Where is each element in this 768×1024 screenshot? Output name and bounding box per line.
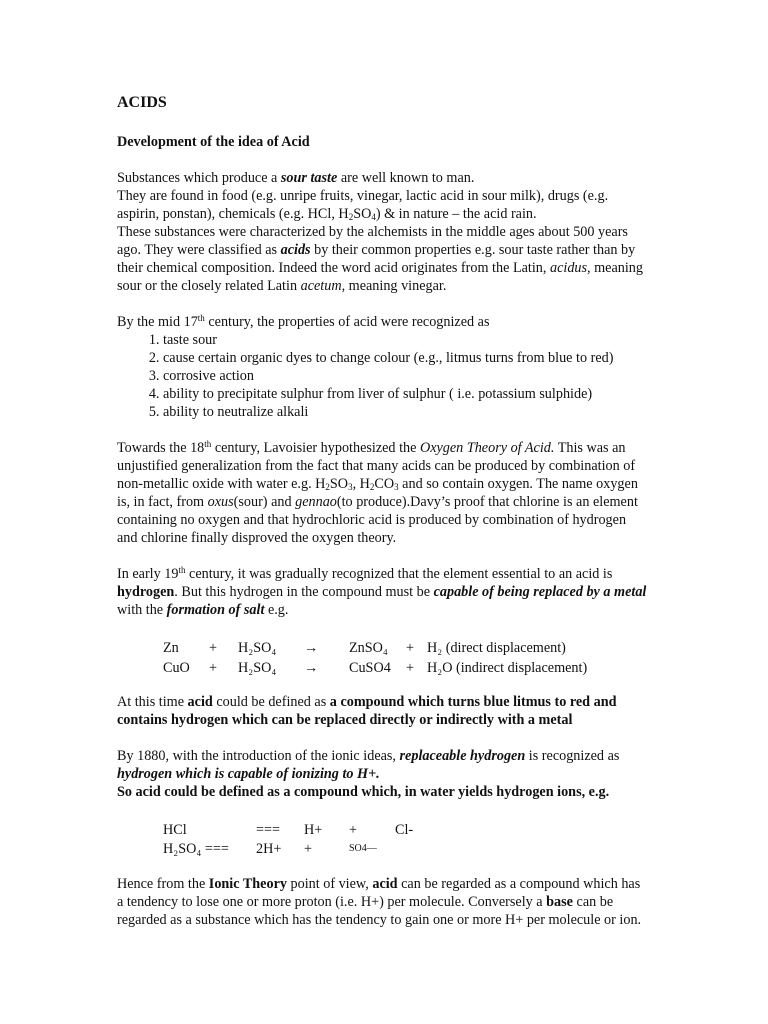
- paragraph-hydrogen: In early 19th century, it was gradually recognized that the element essential to an acid is hydrogen. But this hydrogen in the compound must be capable of being replaced by a metal with the formation of salt e.g.: [117, 565, 647, 618]
- list-item: 2. cause certain organic dyes to change colour (e.g., litmus turns from blue to red): [163, 349, 647, 367]
- paragraph-intro: Substances which produce a sour taste are well known to man. They are found in food (e.g. unripe fruits, vinegar, lactic acid in sour milk), drugs (e.g. aspirin, ponstan), chemicals (e.g. HCl, $H_2SO_4$) & in nature – the acid rain. These substances were characterized by the alchemists in the middle ages about 500 years ago. They were classified as acids by their common properties e.g. sour taste rather than by their chemical composition. Indeed the word acid originates from the Latin, acidus, meaning sour or the closely related Latin acetum, meaning vinegar.: [117, 170, 643, 294]
- list-item: 3. corrosive action: [163, 367, 647, 385]
- paragraph-17th-century: By the mid 17th century, the properties of acid were recognized as: [117, 313, 490, 330]
- paragraph-ionic-ideas: By 1880, with the introduction of the ionic ideas, replaceable hydrogen is recognized as hydrogen which is capable of ionizing to H+. So acid could be defined as a compound which, in water yields hydrogen ions, e.g.: [117, 748, 620, 800]
- properties-list: [117, 331, 647, 421]
- equation-row: Zn + H₂SO₄ → ZnSO₄ + H₂ (direct displacement): [163, 640, 566, 656]
- document-body: [117, 93, 647, 929]
- section-heading: Development of the idea of Acid: [117, 134, 310, 150]
- paragraph-ionic-theory: Hence from the Ionic Theory point of view, acid can be regarded as a compound which has a tendency to lose one or more proton (i.e. H+) per molecule. Conversely a base can be regarded as a substance which has the tendency to gain one or more H+ per molecule or ion.: [117, 876, 642, 928]
- ionization-row: HCl === H+ + Cl-: [163, 822, 414, 838]
- document-title: ACIDS: [117, 94, 167, 111]
- paragraph-oxygen-theory: Towards the 18th century, Lavoisier hypothesized the Oxygen Theory of Acid. This was an unjustified generalization from the fact that many acids can be produced by combination of non-metallic oxide with water e.g. $H_2SO_3$, $H_2CO_3$ and so contain oxygen. The name oxygen is, in fact, from oxus(sour) and gennao(to produce).Davy’s proof that chlorine is an element containing no oxygen and that hydrochloric acid is produced by combination of hydrogen and chlorine finally disproved the oxygen theory.: [117, 439, 638, 546]
- list-item: 5. ability to neutralize alkali: [163, 403, 647, 421]
- paragraph-acid-definition: At this time acid could be defined as a compound which turns blue litmus to red and contains hydrogen which can be replaced directly or indirectly with a metal: [117, 694, 617, 728]
- ionization-row: H₂SO₄ === 2H+ + SO4—: [163, 841, 377, 857]
- list-item: 4. ability to precipitate sulphur from liver of sulphur ( i.e. potassium sulphide): [163, 385, 647, 403]
- list-item: 1. taste sour: [163, 331, 647, 349]
- equation-row: CuO + H₂SO₄ → CuSO4 + H₂O (indirect displacement): [163, 660, 588, 676]
